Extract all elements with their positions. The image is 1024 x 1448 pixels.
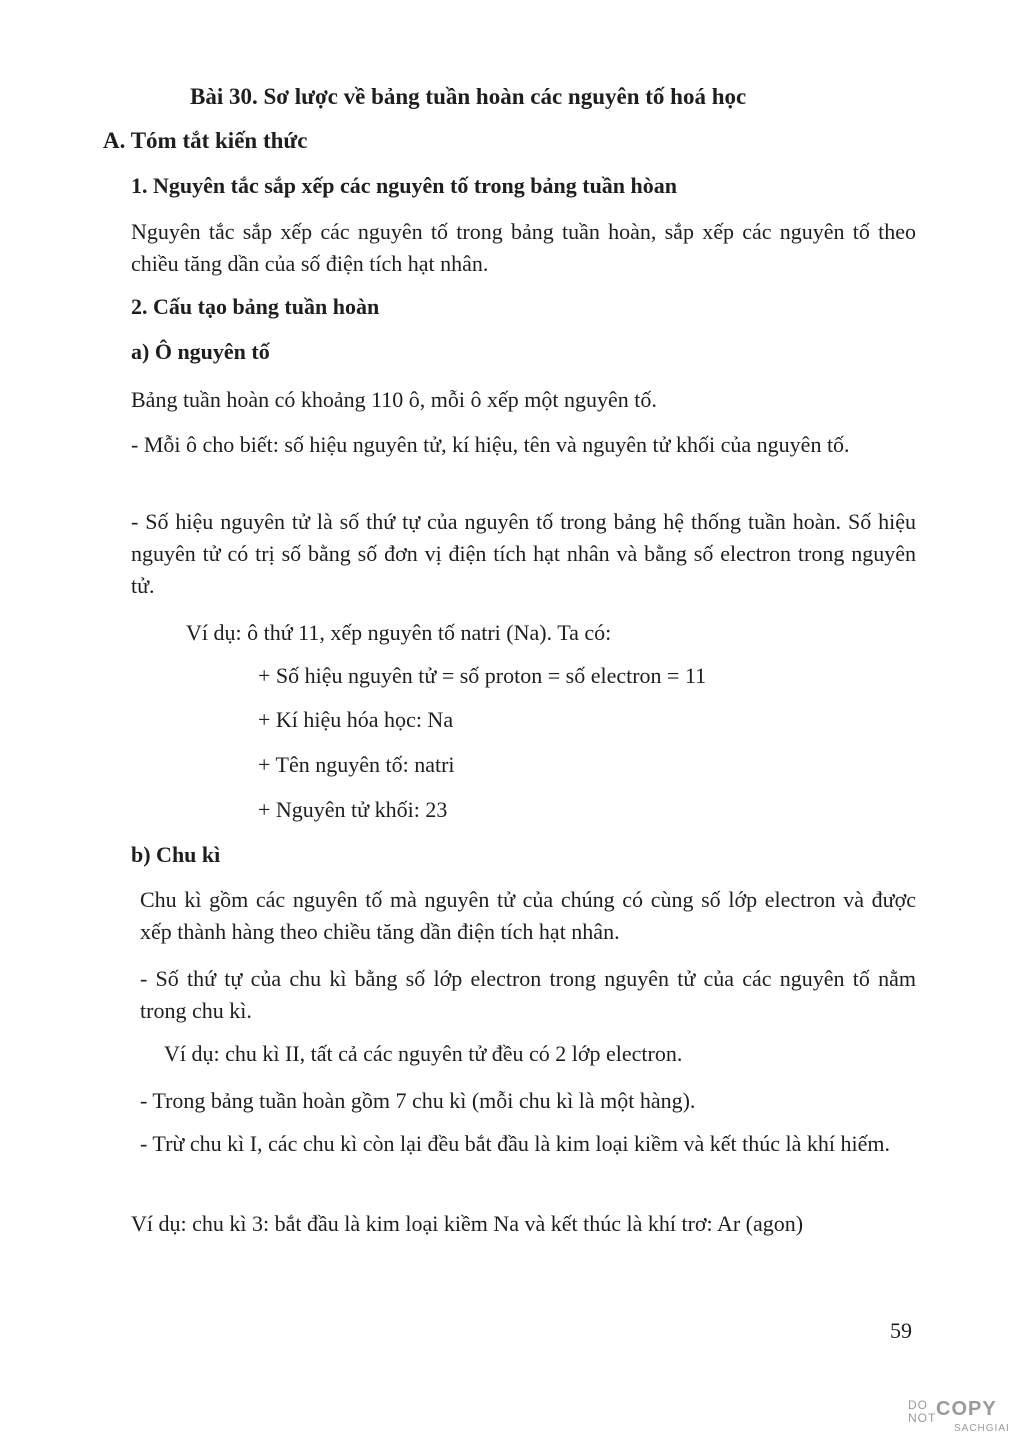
- example-period-two: Ví dụ: chu kì II, tất cả các nguyên tử đều có 2 lớp electron.: [164, 1041, 683, 1066]
- heading-element-cell: a) Ô nguyên tố: [131, 339, 270, 364]
- stamp-sub: SACHGIAI: [954, 1423, 1010, 1434]
- heading-period: b) Chu kì: [131, 842, 221, 867]
- example-sodium-item: + Số hiệu nguyên tử = số proton = số electron = 11: [258, 663, 707, 688]
- page-number: 59: [890, 1318, 912, 1343]
- section-a-heading: A. Tóm tắt kiến thức: [103, 128, 308, 153]
- paragraph-period-count: - Trong bảng tuần hoàn gồm 7 chu kì (mỗi chu kì là một hàng).: [140, 1088, 696, 1113]
- lesson-title: Bài 30. Sơ lược về bảng tuần hoàn các nguyên tố hoá học: [190, 84, 747, 109]
- do-not-copy-stamp: [906, 1398, 1010, 1438]
- stamp-not: NOT: [908, 1411, 937, 1425]
- example-sodium-item: + Kí hiệu hóa học: Na: [258, 707, 454, 732]
- example-sodium-intro: Ví dụ: ô thứ 11, xếp nguyên tố natri (Na). Ta có:: [186, 620, 612, 645]
- paragraph-atomic-number: - Số hiệu nguyên tử là số thứ tự của nguyên tố trong bảng hệ thống tuần hoàn. Số hiệu nguyên tử có trị số bằng số đơn vị điện tích hạt nhân và bằng số electron trong nguyên tử.: [131, 509, 916, 598]
- paragraph-period-number: - Số thứ tự của chu kì bằng số lớp electron trong nguyên tử của các nguyên tố nằm trong chu kì.: [140, 966, 916, 1023]
- paragraph-period-start-end: - Trừ chu kì I, các chu kì còn lại đều bắt đầu là kim loại kiềm và kết thúc là khí hiếm.: [140, 1131, 890, 1156]
- paragraph-cell-info: - Mỗi ô cho biết: số hiệu nguyên tử, kí hiệu, tên và nguyên tử khối của nguyên tố.: [131, 432, 850, 457]
- paragraph-period-definition: Chu kì gồm các nguyên tố mà nguyên tử của chúng có cùng số lớp electron và được xếp thành hàng theo chiều tăng dần điện tích hạt nhân.: [140, 887, 916, 944]
- stamp-do: DO: [908, 1398, 928, 1412]
- example-sodium-item: + Nguyên tử khối: 23: [258, 797, 448, 822]
- heading-table-structure: 2. Cấu tạo bảng tuần hoàn: [131, 294, 380, 319]
- paragraph-arrangement-principle: Nguyên tắc sắp xếp các nguyên tố trong bảng tuần hoàn, sắp xếp các nguyên tố theo chiều tăng dần của số điện tích hạt nhân.: [131, 219, 916, 276]
- stamp-copy: COPY: [936, 1398, 997, 1420]
- paragraph-cell-count: Bảng tuần hoàn có khoảng 110 ô, mỗi ô xếp một nguyên tố.: [131, 387, 657, 412]
- example-sodium-item: + Tên nguyên tố: natri: [258, 752, 455, 777]
- heading-arrangement-principle: 1. Nguyên tắc sắp xếp các nguyên tố trong bảng tuần hòan: [131, 173, 678, 198]
- example-period-three: Ví dụ: chu kì 3: bắt đầu là kim loại kiềm Na và kết thúc là khí trơ: Ar (agon): [131, 1211, 804, 1236]
